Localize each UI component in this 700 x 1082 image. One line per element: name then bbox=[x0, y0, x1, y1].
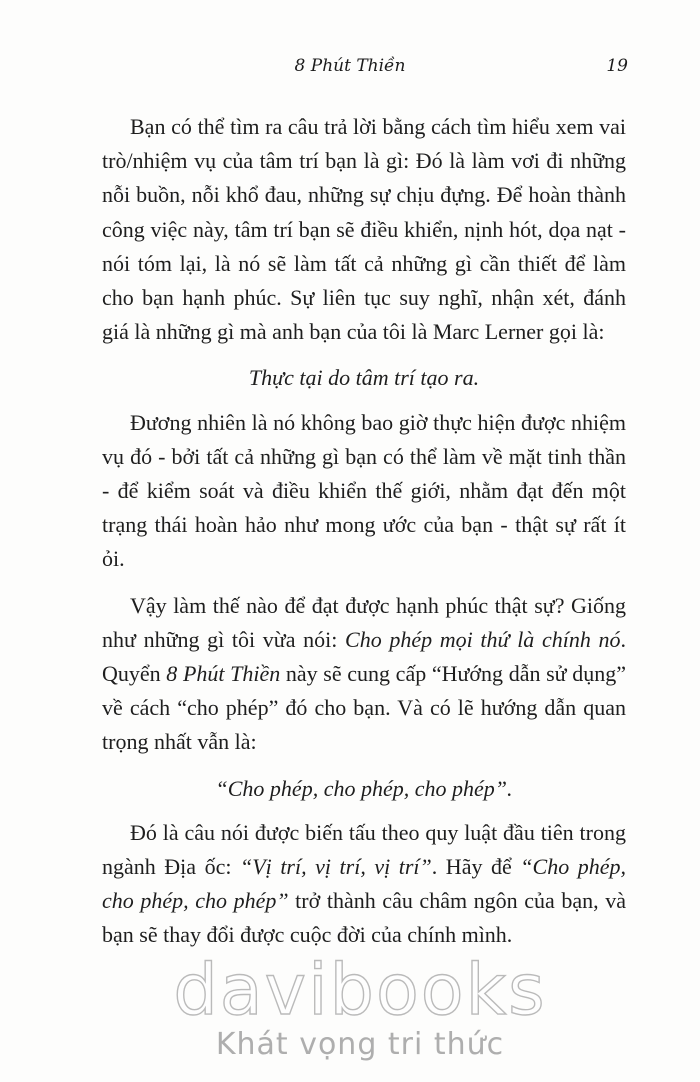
paragraph-4-italic-allow: “Cho phép, cho phép, cho phép” bbox=[102, 854, 626, 914]
paragraph-3 bbox=[102, 589, 626, 760]
paragraph-4-text-a: Đó là câu nói được biến tấu theo quy luật đầu tiên trong ngành Địa ốc: bbox=[102, 819, 626, 880]
paragraph-1: Bạn có thể tìm ra câu trả lời bằng cách tìm hiểu xem vai trò/nhiệm vụ của tâm trí bạn là gì: Đó là làm vơi đi những nỗi buồn, nỗi khổ đau, những sự chịu đựng. Để hoàn thành công việc này, tâm trí bạn sẽ điều khiển, nịnh hót, dọa nạt - nói tóm lại, là nó sẽ làm tất cả những gì cần thiết để làm cho bạn hạnh phúc. Sự liên tục suy nghĩ, nhận xét, đánh giá là những gì mà anh bạn của tôi là Marc Lerner gọi là: bbox=[102, 114, 626, 345]
watermark-slogan: Khát vọng tri thức bbox=[215, 1027, 505, 1062]
watermark-brand: davibooks bbox=[173, 949, 547, 1031]
paragraph-3-text-c: này sẽ cung cấp “Hướng dẫn sử dụng” về cách “cho phép” đó cho bạn. Và có lẽ hướng dẫn quan trọng nhất vẫn là: bbox=[102, 661, 626, 755]
paragraph-4-text-c: trở thành câu châm ngôn của bạn, và bạn sẽ thay đổi được cuộc đời của chính mình. bbox=[102, 888, 626, 948]
watermark bbox=[150, 949, 570, 1063]
paragraph-3-italic-allow: Cho phép mọi thứ là chính nó bbox=[345, 626, 621, 652]
paragraph-4-italic-location: “Vị trí, vị trí, vị trí” bbox=[240, 854, 432, 880]
paragraph-4 bbox=[102, 816, 626, 953]
running-title: 8 Phút Thiền bbox=[294, 56, 406, 76]
paragraph-4-text-b: . Hãy để bbox=[431, 854, 521, 880]
paragraph-3-italic-book-title: 8 Phút Thiền bbox=[166, 661, 281, 687]
page-number: 19 bbox=[606, 56, 628, 76]
quote-reality: Thực tại do tâm trí tạo ra. bbox=[248, 365, 480, 391]
quote-allow: “Cho phép, cho phép, cho phép”. bbox=[215, 775, 513, 801]
paragraph-2: Đương nhiên là nó không bao giờ thực hiện được nhiệm vụ đó - bởi tất cả những gì bạn có thể làm về mặt tinh thần - để kiểm soát và điều khiển thế giới, nhằm đạt đến một trạng thái hoàn hảo như mong ước của bạn - thật sự rất ít ỏi. bbox=[102, 409, 626, 572]
paragraph-3-text-a: Vậy làm thế nào để đạt được hạnh phúc thật sự? Giống như những gì tôi vừa nói: bbox=[102, 592, 626, 652]
paragraph-3-text-b: . Quyển bbox=[102, 626, 626, 687]
body-text bbox=[102, 110, 626, 965]
